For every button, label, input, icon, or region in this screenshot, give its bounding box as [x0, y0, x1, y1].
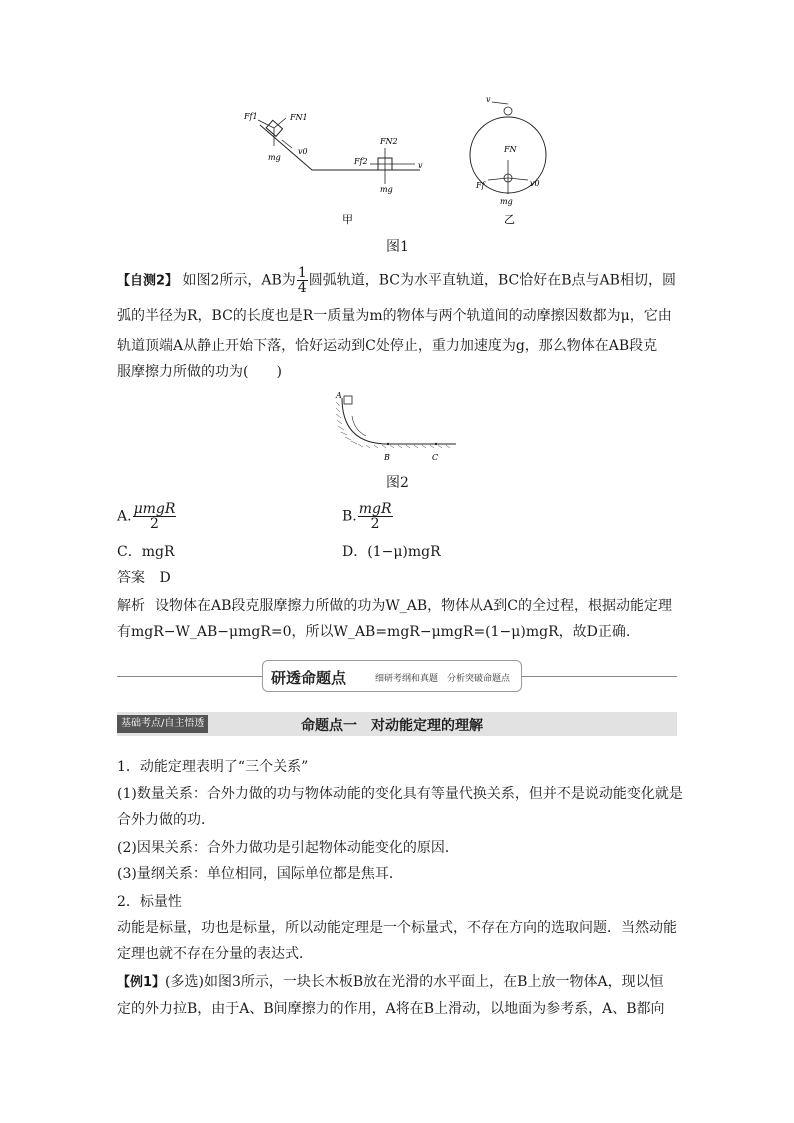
sub-caption-yi: 乙	[504, 213, 515, 226]
analysis-line-2: 有mgR−W_AB−μmgR=0，所以W_AB=mgR−μmgR=(1−μ)mgR，故D正确.	[117, 624, 631, 640]
answer-line	[117, 568, 171, 588]
option-C: C．mgR	[117, 544, 175, 560]
label-C: C	[432, 453, 439, 462]
problem-2-line-4: 服摩擦力所做的功为( )	[117, 364, 282, 380]
label-Ff1: Ff1	[244, 112, 258, 121]
block-at-A	[344, 396, 352, 404]
problem-2-line-1: 【自测2】 如图2所示，AB为 $\frac{1}{4}$ 圆弧轨道，BC为水平直轨道，BC恰好在B点与AB相切，圆	[117, 265, 676, 296]
section-banner	[262, 660, 522, 692]
body-p1: 1．动能定理表明了“三个关系”	[117, 759, 309, 775]
label-v-top: v	[486, 95, 491, 104]
answer-label: 答案	[117, 570, 145, 586]
section-banner-title: 研透命题点	[271, 669, 347, 687]
body-p6a: 动能是标量，功也是标量，所以动能定理是一个标量式，不存在方向的选取问题．当然动能	[117, 920, 677, 936]
label-FN2: FN2	[380, 137, 398, 146]
figure-1-right	[470, 95, 546, 226]
quarter-arc-track	[342, 398, 456, 444]
figure-1-diagram	[230, 90, 570, 240]
topic-bar-title: 命题点一 对动能定理的理解	[301, 718, 483, 734]
label-v0-circle: v0	[530, 179, 540, 188]
section-divider-right	[522, 676, 677, 677]
body-p3: (2)因果关系：合外力做功是引起物体动能变化的原因．	[117, 840, 459, 856]
example-1-line-1: 【例1】(多选)如图3所示，一块长木板B放在光滑的水平面上，在B上放一物体A，现以恒	[117, 974, 664, 990]
answer-value: D	[159, 570, 171, 586]
quarter-fraction: $\frac{1}{4}$	[297, 265, 307, 296]
example-1-line-2: 定的外力拉B，由于A、B间摩擦力的作用，A将在B上滑动，以地面为参考系，A、B都向	[117, 1001, 665, 1017]
label-mg-left2: mg	[380, 185, 393, 194]
problem-2-line-2: 弧的半径为R，BC的长度也是R一质量为m的物体与两个轨道间的动摩擦因数都为μ，它由	[117, 308, 672, 324]
problem-2-line-3: 轨道顶端A从静止开始下落，恰好运动到C处停止，重力加速度为g，那么物体在AB段克	[117, 338, 658, 354]
label-A: A	[336, 391, 342, 400]
label-v-right: v	[418, 161, 423, 170]
figure-1-left	[243, 112, 423, 226]
label-mg-left1: mg	[268, 153, 281, 162]
label-mg-circle: mg	[500, 197, 513, 206]
analysis-line-1: 解析 设物体在AB段克服摩擦力所做的功为W_AB，物体从A到C的全过程，根据动能定理	[117, 598, 673, 614]
label-Ff2: Ff2	[354, 157, 368, 166]
body-p6b: 定理也就不存在分量的表达式．	[117, 946, 313, 962]
topic-bar-tag: 基础考点/自主悟透	[117, 715, 208, 733]
body-p2a: (1)数量关系：合外力做的功与物体动能的变化具有等量代换关系，但并不是说动能变化就是	[117, 786, 683, 802]
figure-2-caption: 图2	[386, 475, 409, 491]
problem-2-tag: 【自测2】	[117, 273, 179, 289]
section-banner-subtitle: 细研考纲和真题 分析突破命题点	[375, 674, 511, 684]
sub-caption-jia: 甲	[342, 213, 353, 226]
topic-bar	[117, 712, 677, 736]
figure-1-caption: 图1	[386, 239, 409, 255]
option-D: D．(1−μ)mgR	[342, 544, 441, 560]
label-FN1: FN1	[290, 113, 308, 122]
example-1-tag: 【例1】	[117, 975, 166, 990]
body-p2b: 合外力做的功．	[117, 812, 215, 828]
body-p4: (3)量纲关系：单位相同，国际单位都是焦耳．	[117, 866, 403, 882]
analysis-label: 解析	[117, 598, 145, 614]
option-B: B. $\frac{\text{mgR}}{2}$	[342, 501, 392, 532]
option-A: A. $\frac{\text{μmgR}}{2}$	[117, 501, 176, 532]
figure-2-diagram	[330, 388, 470, 468]
label-v0-left: v0	[298, 147, 308, 156]
body-p5: 2．标量性	[117, 894, 182, 910]
ball-top	[504, 107, 512, 115]
section-divider-left	[117, 676, 262, 677]
label-FN-circle: FN	[504, 145, 517, 154]
label-B: B	[384, 453, 390, 462]
label-Ff-circle: Ff	[476, 181, 485, 190]
